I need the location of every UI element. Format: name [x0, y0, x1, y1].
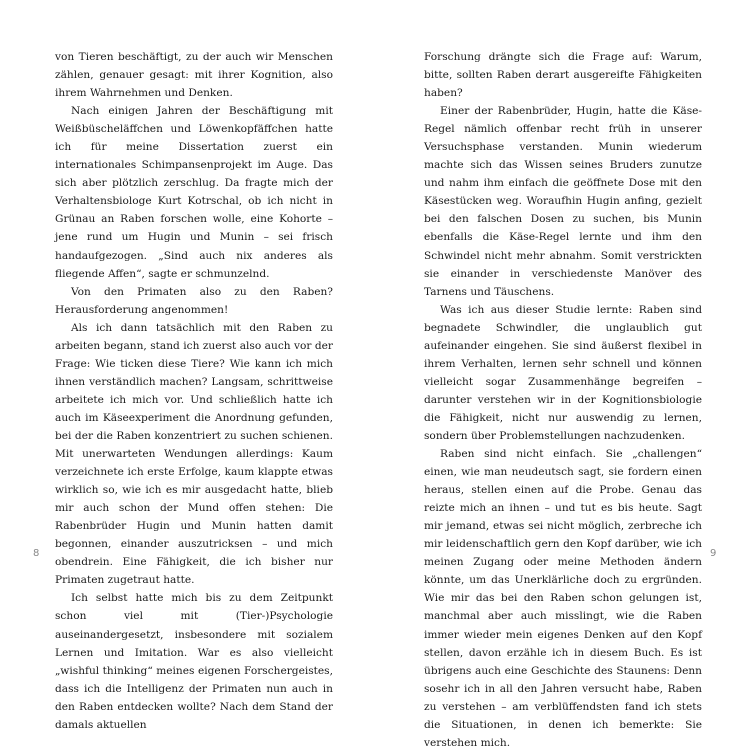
paragraph: Einer der Rabenbrüder, Hugin, hatte die Käse-Regel nämlich offenbar recht früh in unserer Versuchsphase verstanden. Munin wiederum machte sich das Wissen seines Bruders zunutze und nahm ihm einfach die geöffnete Dose mit den Käsestücken weg. Woraufhin Hugin anfing, gezielt bei den falschen Dosen zu suchen, bis Munin ebenfalls die Käse-Regel lernte und ihm den Schwindel nicht mehr abnahm. Somit verstrickten sie einander in verschiedenste Manöver des Tarnens und Täuschens. — [424, 105, 702, 298]
paragraph: Was ich aus dieser Studie lernte: Raben sind begnadete Schwindler, die unglaublich gut aufeinander eingehen. Sie sind äußerst flexibel in ihrem Verhalten, lernen sehr schnell und können vielleicht sogar Zusammenhänge begreifen – darunter verstehen wir in der Kognitionsbiologie die Fähigkeit, nicht nur auswendig zu lernen, sondern über Problemstellungen nachzudenken. — [424, 303, 702, 442]
paragraph: Nach einigen Jahren der Beschäftigung mit Weißbüscheläffchen und Löwenkopfäffchen hatte ich für meine Dissertation zuerst ein internationales Schimpansenprojekt im Auge. Das sich aber plötzlich zerschlug. Da fragte mich der Verhaltensbiologe Kurt Kotrschal, ob ich nicht in Grünau an Raben forschen wolle, eine Kohorte – jene rund um Hugin und Munin – sei frisch handaufgezogen. „Sind auch nix anderes als fliegende Affen“, sagte er schmunzelnd. — [55, 105, 333, 280]
page-number-right: 9 — [710, 548, 717, 559]
paragraph: von Tieren beschäftigt, zu der auch wir Menschen zählen, genauer gesagt: mit ihrer Kognition, also ihrem Wahrnehmen und Denken. — [55, 51, 333, 100]
paragraph: Ich selbst hatte mich bis zu dem Zeitpunkt schon viel mit (Tier-)Psychologie auseinandergesetzt, insbesondere mit sozialem Lernen und Imitation. War es also vielleicht „wishful thinking“ meines eigenen Forschergeistes, dass ich die Intelligenz der Primaten nun auch in den Raben entdecken wollte? Nach dem Stand der damals aktuellen — [55, 592, 333, 731]
paragraph: Von den Primaten also zu den Raben? Herausforderung angenommen! — [55, 285, 333, 316]
paragraph: Forschung drängte sich die Frage auf: Warum, bitte, sollten Raben derart ausgereifte Fähigkeiten haben? — [424, 51, 702, 100]
page-number-left: 8 — [33, 548, 40, 559]
paragraph: Als ich dann tatsächlich mit den Raben zu arbeiten begann, stand ich zuerst also auch vor der Frage: Wie ticken diese Tiere? Wie kann ich mich ihnen verständlich machen? Langsam, schrittweise arbeitete ich mich vor. Und schließlich hatte ich auch im Käseexperiment die Anordnung gefunden, bei der die Raben konzentriert zu suchen schienen. Mit unerwarteten Wendungen allerdings: Kaum verzeichnete ich erste Erfolge, kaum klappte etwas wirklich so, wie ich es mir ausgedacht hatte, blieb mir auch schon der Mund offen stehen: Die Rabenbrüder Hugin und Munin hatten damit begonnen, einander auszutricksen – und mich obendrein. Eine Fähigkeit, die ich bisher nur Primaten zugetraut hatte. — [55, 321, 333, 587]
right-page-body — [424, 48, 702, 752]
left-page-body — [55, 48, 333, 734]
paragraph: Raben sind nicht einfach. Sie „challengen“ einen, wie man neudeutsch sagt, sie fordern einen heraus, stellen einen auf die Probe. Genau das reizte mich an ihnen – und tut es bis heute. Sagt mir jemand, etwas sei nicht möglich, zerbreche ich mir leidenschaftlich gern den Kopf darüber, wie ich meinen Zugang oder meine Methoden ändern könnte, um das Unerklärliche doch zu ergründen. Wie mir das bei den Raben schon gelungen ist, manchmal aber auch misslingt, wie die Raben immer wieder mein eigenes Denken auf den Kopf stellen, davon erzähle ich in diesem Buch. Es ist übrigens auch eine Geschichte des Staunens: Denn sosehr ich in all den Jahren versucht habe, Raben zu verstehen – am verblüffendsten fand ich stets die Situationen, in denen ich bemerkte: Sie verstehen mich. — [424, 448, 702, 749]
